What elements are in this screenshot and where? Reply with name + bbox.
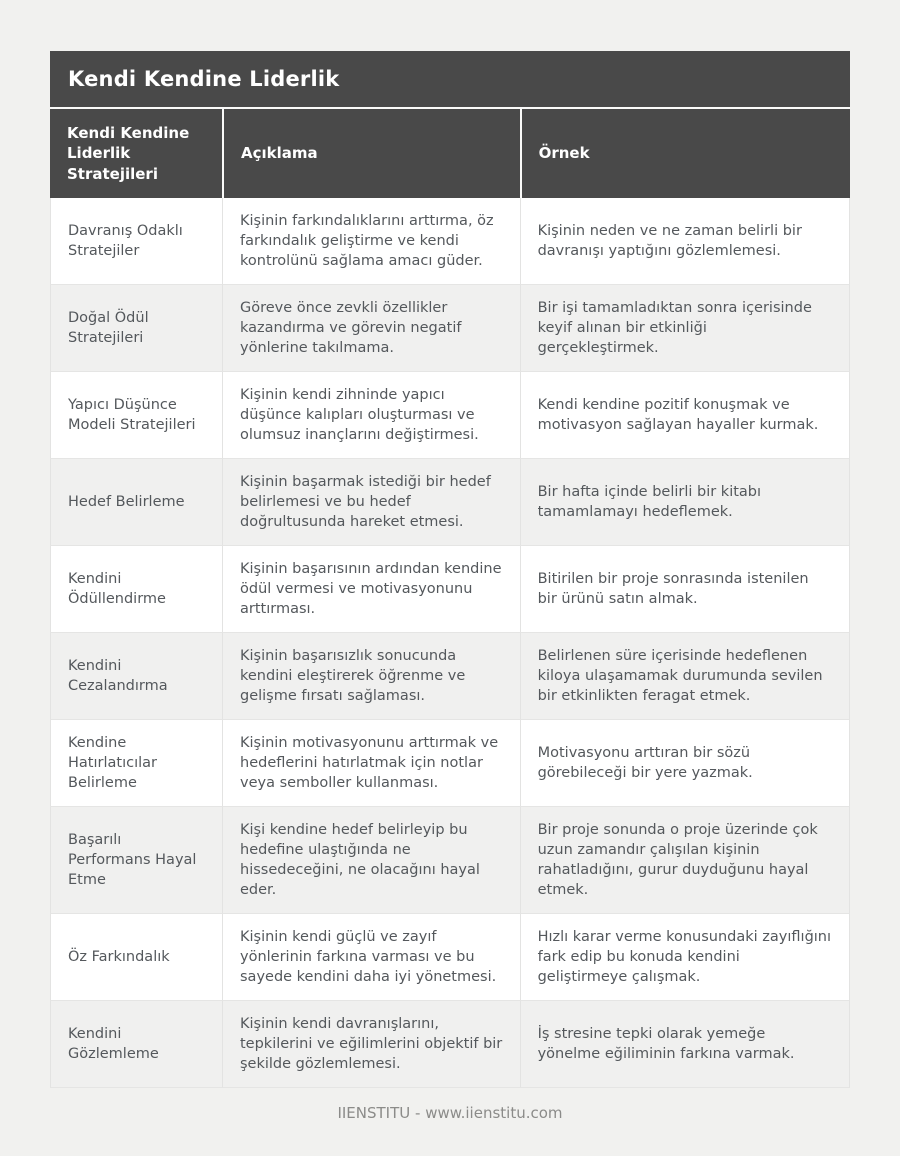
table-row — [50, 459, 850, 546]
table-row — [50, 720, 850, 807]
example-cell: İş stresine tepki olarak yemeğe yönelme eğiliminin farkına varmak. — [520, 1001, 850, 1088]
table-row — [50, 285, 850, 372]
table-row — [50, 372, 850, 459]
strategy-cell: Kendini Gözlemleme — [50, 1001, 222, 1088]
header-row — [50, 107, 850, 198]
example-cell: Motivasyonu arttıran bir sözü görebileceği bir yere yazmak. — [520, 720, 850, 807]
example-cell: Kendi kendine pozitif konuşmak ve motivasyon sağlayan hayaller kurmak. — [520, 372, 850, 459]
table-row — [50, 807, 850, 914]
table-body — [50, 198, 850, 1088]
table-row — [50, 1001, 850, 1088]
strategy-cell: Başarılı Performans Hayal Etme — [50, 807, 222, 914]
description-cell: Kişinin kendi davranışlarını, tepkilerini ve eğilimlerini objektif bir şekilde gözlemlemesi. — [222, 1001, 520, 1088]
strategy-cell: Davranış Odaklı Stratejiler — [50, 198, 222, 285]
description-cell: Kişi kendine hedef belirleyip bu hedefine ulaştığında ne hissedeceğini, ne olacağını hayal eder. — [222, 807, 520, 914]
example-cell: Bir hafta içinde belirli bir kitabı tamamlamayı hedeflemek. — [520, 459, 850, 546]
table-row — [50, 914, 850, 1001]
example-cell: Bitirilen bir proje sonrasında istenilen bir ürünü satın almak. — [520, 546, 850, 633]
table-header — [50, 107, 850, 198]
description-cell: Kişinin başarısızlık sonucunda kendini eleştirerek öğrenme ve gelişme fırsatı sağlaması. — [222, 633, 520, 720]
column-header-strategies: Kendi Kendine Liderlik Stratejileri — [50, 107, 222, 198]
title-bar — [50, 51, 850, 107]
footer-credit: IIENSTITU - www.iienstitu.com — [337, 1103, 563, 1122]
column-header-description: Açıklama — [222, 107, 520, 198]
strategy-cell: Doğal Ödül Stratejileri — [50, 285, 222, 372]
description-cell: Kişinin başarmak istediği bir hedef belirlemesi ve bu hedef doğrultusunda hareket etmesi. — [222, 459, 520, 546]
example-cell: Belirlenen süre içerisinde hedeflenen kiloya ulaşamamak durumunda sevilen bir etkinlikten feragat etmek. — [520, 633, 850, 720]
column-header-example: Örnek — [520, 107, 850, 198]
example-cell: Kişinin neden ve ne zaman belirli bir davranışı yaptığını gözlemlemesi. — [520, 198, 850, 285]
description-cell: Kişinin farkındalıklarını arttırma, öz farkındalık geliştirme ve kendi kontrolünü sağlama amacı güder. — [222, 198, 520, 285]
example-cell: Hızlı karar verme konusundaki zayıflığını fark edip bu konuda kendini geliştirmeye çalışmak. — [520, 914, 850, 1001]
example-cell: Bir proje sonunda o proje üzerinde çok uzun zamandır çalışılan kişinin rahatladığını, gurur duyduğunu hayal etmek. — [520, 807, 850, 914]
description-cell: Göreve önce zevkli özellikler kazandırma ve görevin negatif yönlerine takılmama. — [222, 285, 520, 372]
table-row — [50, 546, 850, 633]
strategy-cell: Kendini Cezalandırma — [50, 633, 222, 720]
description-cell: Kişinin kendi güçlü ve zayıf yönlerinin farkına varması ve bu sayede kendini daha iyi yönetmesi. — [222, 914, 520, 1001]
description-cell: Kişinin başarısının ardından kendine ödül vermesi ve motivasyonunu arttırması. — [222, 546, 520, 633]
content-card — [50, 51, 850, 1122]
strategy-cell: Yapıcı Düşünce Modeli Stratejileri — [50, 372, 222, 459]
page-title: Kendi Kendine Liderlik — [68, 67, 340, 91]
example-cell: Bir işi tamamladıktan sonra içerisinde keyif alınan bir etkinliği gerçekleştirmek. — [520, 285, 850, 372]
self-leadership-table — [50, 107, 850, 1088]
description-cell: Kişinin kendi zihninde yapıcı düşünce kalıpları oluşturması ve olumsuz inançlarını değiştirmesi. — [222, 372, 520, 459]
strategy-cell: Hedef Belirleme — [50, 459, 222, 546]
strategy-cell: Kendini Ödüllendirme — [50, 546, 222, 633]
table-row — [50, 198, 850, 285]
table-row — [50, 633, 850, 720]
strategy-cell: Kendine Hatırlatıcılar Belirleme — [50, 720, 222, 807]
strategy-cell: Öz Farkındalık — [50, 914, 222, 1001]
description-cell: Kişinin motivasyonunu arttırmak ve hedeflerini hatırlatmak için notlar veya semboller kullanması. — [222, 720, 520, 807]
